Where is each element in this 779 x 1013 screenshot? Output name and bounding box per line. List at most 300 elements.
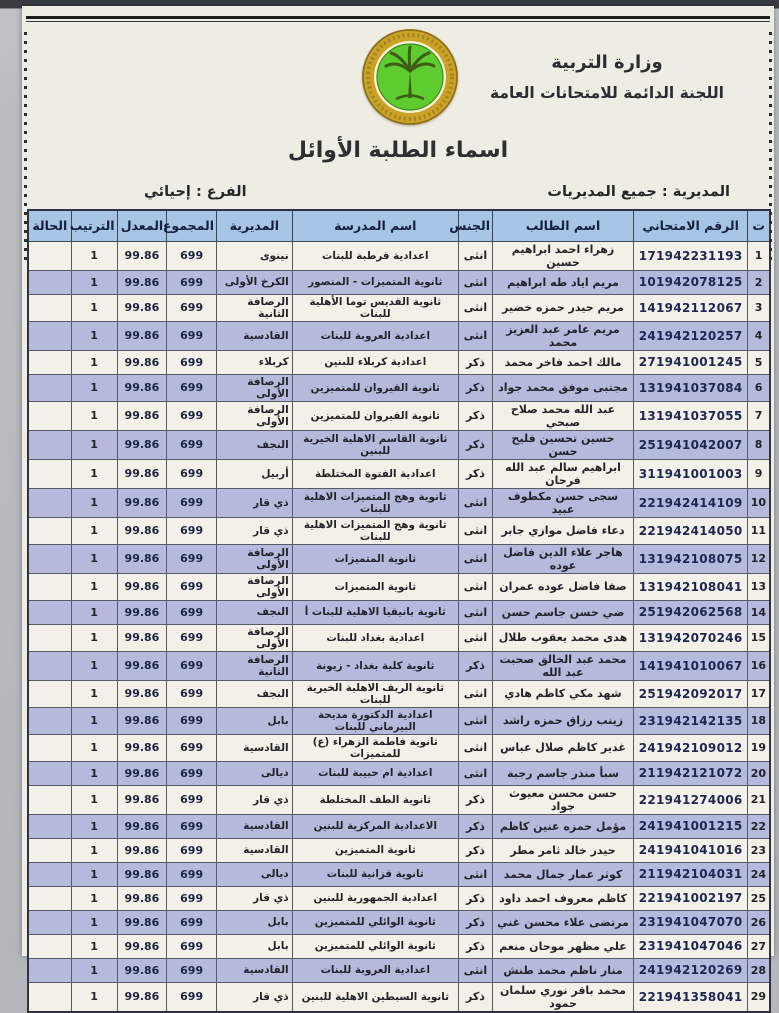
cell-student-name: منار ناظم محمد طنش bbox=[493, 958, 634, 982]
cell-school-name: ثانوية المتميزات - المنصور bbox=[292, 270, 458, 294]
cell-student-name: مالك احمد فاخر محمد bbox=[493, 350, 634, 374]
cell-student-name: حسين تحسين فليح حسن bbox=[493, 430, 634, 459]
cell-exam-number: 311941001003 bbox=[633, 459, 747, 488]
cell-exam-number: 211942104031 bbox=[633, 862, 747, 886]
table-row bbox=[28, 294, 770, 321]
cell-seq: 21 bbox=[748, 785, 770, 814]
cell-status bbox=[28, 544, 71, 573]
cell-school-name: اعدادية الفتوة المختلطة bbox=[292, 459, 458, 488]
cell-school-name: ثانوية الوائلي للمتميزين bbox=[292, 934, 458, 958]
cell-total: 699 bbox=[167, 624, 217, 651]
column-header-seq: ت bbox=[748, 210, 770, 241]
cell-seq: 16 bbox=[748, 651, 770, 680]
cell-exam-number: 221941358041 bbox=[633, 982, 747, 1012]
table-row bbox=[28, 862, 770, 886]
cell-average: 99.86 bbox=[117, 270, 167, 294]
cell-status bbox=[28, 624, 71, 651]
cell-exam-number: 221941002197 bbox=[633, 886, 747, 910]
cell-average: 99.86 bbox=[117, 459, 167, 488]
cell-gender: انثى bbox=[458, 270, 492, 294]
cell-school-name: اعدادية كربلاء للبنين bbox=[292, 350, 458, 374]
cell-gender: انثى bbox=[458, 544, 492, 573]
cell-gender: انثى bbox=[458, 600, 492, 624]
cell-status bbox=[28, 886, 71, 910]
column-header-gender: الجنس bbox=[458, 210, 492, 241]
cell-average: 99.86 bbox=[117, 910, 167, 934]
cell-school-name: ثانوية قزانية للبنات bbox=[292, 862, 458, 886]
cell-total: 699 bbox=[167, 459, 217, 488]
cell-gender: انثى bbox=[458, 862, 492, 886]
top-students-table bbox=[27, 209, 771, 1013]
column-header-rank: الترتيب bbox=[71, 210, 117, 241]
table-row bbox=[28, 374, 770, 401]
cell-student-name: هاجر علاء الدين فاضل عوده bbox=[493, 544, 634, 573]
cell-student-name: سجى حسن مكطوف عبيد bbox=[493, 488, 634, 517]
cell-directorate: بابل bbox=[217, 934, 293, 958]
cell-status bbox=[28, 350, 71, 374]
cell-seq: 12 bbox=[748, 544, 770, 573]
cell-seq: 3 bbox=[748, 294, 770, 321]
ministry-name: وزارة التربية bbox=[551, 52, 663, 73]
cell-school-name: ثانوية فاطمة الزهراء (ع) للمتميزات bbox=[292, 734, 458, 761]
cell-exam-number: 271941001245 bbox=[633, 350, 747, 374]
cell-school-name: اعدادية العروبة للبنات bbox=[292, 958, 458, 982]
table-body bbox=[28, 241, 770, 1012]
cell-gender: ذكر bbox=[458, 430, 492, 459]
cell-total: 699 bbox=[167, 544, 217, 573]
table-row bbox=[28, 573, 770, 600]
cell-directorate: ذي قار bbox=[217, 785, 293, 814]
cell-directorate: القادسية bbox=[217, 814, 293, 838]
cell-status bbox=[28, 761, 71, 785]
cell-rank: 1 bbox=[71, 934, 117, 958]
cell-status bbox=[28, 321, 71, 350]
cell-seq: 25 bbox=[748, 886, 770, 910]
column-header-directorate: المديرية bbox=[217, 210, 293, 241]
cell-school-name: ثانوية كلية بغداد - زيونة bbox=[292, 651, 458, 680]
cell-rank: 1 bbox=[71, 517, 117, 544]
table-row bbox=[28, 488, 770, 517]
cell-seq: 5 bbox=[748, 350, 770, 374]
cell-exam-number: 131942108041 bbox=[633, 573, 747, 600]
cell-gender: ذكر bbox=[458, 838, 492, 862]
cell-directorate: القادسية bbox=[217, 838, 293, 862]
cell-rank: 1 bbox=[71, 707, 117, 734]
cell-total: 699 bbox=[167, 573, 217, 600]
cell-directorate: الكرخ الأولى bbox=[217, 270, 293, 294]
cell-rank: 1 bbox=[71, 544, 117, 573]
cell-exam-number: 131941037084 bbox=[633, 374, 747, 401]
cell-status bbox=[28, 934, 71, 958]
cell-student-name: مريم حيدر حمزه خضير bbox=[493, 294, 634, 321]
cell-directorate: النجف bbox=[217, 680, 293, 707]
cell-school-name: ثانوية وهج المتميزات الاهلية للبنات bbox=[292, 517, 458, 544]
table-header bbox=[28, 210, 770, 241]
cell-gender: انثى bbox=[458, 488, 492, 517]
cell-directorate: بابل bbox=[217, 707, 293, 734]
cell-school-name: اعدادية الجمهورية للبنين bbox=[292, 886, 458, 910]
cell-directorate: الرصافة الأولى bbox=[217, 374, 293, 401]
cell-seq: 19 bbox=[748, 734, 770, 761]
cell-school-name: ثانوية المتميزات bbox=[292, 544, 458, 573]
cell-total: 699 bbox=[167, 734, 217, 761]
cell-school-name: ثانوية الوائلي للمتميزين bbox=[292, 910, 458, 934]
cell-status bbox=[28, 982, 71, 1012]
cell-student-name: محمد عبد الخالق صحبت عبد الله bbox=[493, 651, 634, 680]
cell-gender: انثى bbox=[458, 241, 492, 270]
cell-status bbox=[28, 680, 71, 707]
cell-total: 699 bbox=[167, 488, 217, 517]
meta-row bbox=[22, 184, 774, 200]
cell-rank: 1 bbox=[71, 488, 117, 517]
table-row bbox=[28, 910, 770, 934]
cell-gender: انثى bbox=[458, 761, 492, 785]
cell-school-name: ثانوية القيروان للمتميزين bbox=[292, 374, 458, 401]
cell-student-name: دعاء فاضل موازي جابر bbox=[493, 517, 634, 544]
cell-student-name: زهراء احمد ابراهيم حسين bbox=[493, 241, 634, 270]
cell-exam-number: 241942120257 bbox=[633, 321, 747, 350]
table-row bbox=[28, 321, 770, 350]
cell-average: 99.86 bbox=[117, 651, 167, 680]
cell-average: 99.86 bbox=[117, 785, 167, 814]
cell-rank: 1 bbox=[71, 958, 117, 982]
cell-rank: 1 bbox=[71, 374, 117, 401]
cell-status bbox=[28, 707, 71, 734]
cell-student-name: مرتضى علاء محسن غني bbox=[493, 910, 634, 934]
cell-rank: 1 bbox=[71, 321, 117, 350]
cell-total: 699 bbox=[167, 982, 217, 1012]
cell-gender: ذكر bbox=[458, 814, 492, 838]
cell-seq: 29 bbox=[748, 982, 770, 1012]
cell-seq: 6 bbox=[748, 374, 770, 401]
cell-rank: 1 bbox=[71, 430, 117, 459]
cell-status bbox=[28, 958, 71, 982]
cell-total: 699 bbox=[167, 785, 217, 814]
cell-status bbox=[28, 270, 71, 294]
cell-rank: 1 bbox=[71, 651, 117, 680]
cell-gender: ذكر bbox=[458, 459, 492, 488]
column-header-status: الحالة bbox=[28, 210, 71, 241]
cell-rank: 1 bbox=[71, 838, 117, 862]
cell-seq: 15 bbox=[748, 624, 770, 651]
cell-directorate: ذي قار bbox=[217, 488, 293, 517]
cell-directorate: الرصافة الأولى bbox=[217, 624, 293, 651]
cell-school-name: ثانوية وهج المتميزات الاهلية للبنات bbox=[292, 488, 458, 517]
cell-exam-number: 231941047046 bbox=[633, 934, 747, 958]
cell-school-name: اعدادية قرطبة للبنات bbox=[292, 241, 458, 270]
cell-seq: 1 bbox=[748, 241, 770, 270]
cell-school-name: ثانوية القاسم الاهلية الخيرية للبنين bbox=[292, 430, 458, 459]
column-header-exam-number: الرقم الامتحاني bbox=[633, 210, 747, 241]
table-row bbox=[28, 707, 770, 734]
table-row bbox=[28, 544, 770, 573]
cell-seq: 17 bbox=[748, 680, 770, 707]
cell-student-name: محمد باقر نوري سلمان حمود bbox=[493, 982, 634, 1012]
cell-directorate: ذي قار bbox=[217, 517, 293, 544]
cell-directorate: ذي قار bbox=[217, 982, 293, 1012]
cell-total: 699 bbox=[167, 934, 217, 958]
cell-exam-number: 141941010067 bbox=[633, 651, 747, 680]
cell-rank: 1 bbox=[71, 573, 117, 600]
cell-total: 699 bbox=[167, 838, 217, 862]
cell-average: 99.86 bbox=[117, 934, 167, 958]
cell-total: 699 bbox=[167, 270, 217, 294]
cell-student-name: مريم عامر عبد العزيز محمد bbox=[493, 321, 634, 350]
cell-directorate: النجف bbox=[217, 430, 293, 459]
cell-school-name: ثانوية المتميزات bbox=[292, 573, 458, 600]
cell-average: 99.86 bbox=[117, 350, 167, 374]
cell-rank: 1 bbox=[71, 600, 117, 624]
table-header-row bbox=[28, 210, 770, 241]
cell-rank: 1 bbox=[71, 814, 117, 838]
cell-student-name: كاظم معروف احمد داود bbox=[493, 886, 634, 910]
cell-school-name: ثانوية السبطين الاهلية للبنين bbox=[292, 982, 458, 1012]
cell-seq: 20 bbox=[748, 761, 770, 785]
cell-gender: انثى bbox=[458, 624, 492, 651]
cell-rank: 1 bbox=[71, 910, 117, 934]
table-row bbox=[28, 886, 770, 910]
cell-exam-number: 251941042007 bbox=[633, 430, 747, 459]
cell-average: 99.86 bbox=[117, 814, 167, 838]
committee-name: اللجنة الدائمة للامتحانات العامة bbox=[490, 84, 724, 102]
cell-school-name: ثانوية القديس توما الأهلية للبنات bbox=[292, 294, 458, 321]
cell-student-name: هدى محمد يعقوب طلال bbox=[493, 624, 634, 651]
cell-directorate: الرصافة الثانية bbox=[217, 651, 293, 680]
cell-rank: 1 bbox=[71, 401, 117, 430]
cell-total: 699 bbox=[167, 814, 217, 838]
cell-school-name: ثانوية بانيقيا الاهلية للبنات أ bbox=[292, 600, 458, 624]
cell-total: 699 bbox=[167, 761, 217, 785]
table-row bbox=[28, 934, 770, 958]
cell-exam-number: 251942062568 bbox=[633, 600, 747, 624]
cell-student-name: شهد مكي كاظم هادي bbox=[493, 680, 634, 707]
table-row bbox=[28, 600, 770, 624]
cell-exam-number: 231942142135 bbox=[633, 707, 747, 734]
cell-total: 699 bbox=[167, 680, 217, 707]
cell-status bbox=[28, 374, 71, 401]
table-row bbox=[28, 517, 770, 544]
cell-seq: 10 bbox=[748, 488, 770, 517]
page-title: اسماء الطلبة الأوائل bbox=[287, 138, 509, 163]
cell-total: 699 bbox=[167, 862, 217, 886]
cell-school-name: اعدادية الدكتورة مديحة البيرماني للبنات bbox=[292, 707, 458, 734]
cell-gender: انثى bbox=[458, 573, 492, 600]
cell-student-name: ابراهيم سالم عبد الله فرحان bbox=[493, 459, 634, 488]
cell-average: 99.86 bbox=[117, 544, 167, 573]
cell-rank: 1 bbox=[71, 350, 117, 374]
cell-total: 699 bbox=[167, 651, 217, 680]
cell-exam-number: 251942092017 bbox=[633, 680, 747, 707]
cell-student-name: زينب رزاق حمزه راشد bbox=[493, 707, 634, 734]
cell-average: 99.86 bbox=[117, 734, 167, 761]
directorate-label: المديرية : جميع المديريات bbox=[547, 184, 730, 200]
cell-seq: 22 bbox=[748, 814, 770, 838]
cell-directorate: ديالى bbox=[217, 761, 293, 785]
table-row bbox=[28, 680, 770, 707]
cell-seq: 18 bbox=[748, 707, 770, 734]
cell-gender: ذكر bbox=[458, 910, 492, 934]
cell-status bbox=[28, 573, 71, 600]
cell-gender: انثى bbox=[458, 707, 492, 734]
cell-seq: 13 bbox=[748, 573, 770, 600]
cell-seq: 7 bbox=[748, 401, 770, 430]
cell-seq: 26 bbox=[748, 910, 770, 934]
column-header-average: المعدل bbox=[117, 210, 167, 241]
cell-exam-number: 231941047070 bbox=[633, 910, 747, 934]
cell-status bbox=[28, 488, 71, 517]
cell-exam-number: 241941001215 bbox=[633, 814, 747, 838]
cell-student-name: مؤمل حمزه عنين كاظم bbox=[493, 814, 634, 838]
cell-average: 99.86 bbox=[117, 838, 167, 862]
cell-rank: 1 bbox=[71, 886, 117, 910]
cell-rank: 1 bbox=[71, 459, 117, 488]
cell-average: 99.86 bbox=[117, 488, 167, 517]
cell-average: 99.86 bbox=[117, 707, 167, 734]
cell-total: 699 bbox=[167, 707, 217, 734]
cell-directorate: القادسية bbox=[217, 958, 293, 982]
table-row bbox=[28, 459, 770, 488]
column-header-school-name: اسم المدرسة bbox=[292, 210, 458, 241]
cell-average: 99.86 bbox=[117, 982, 167, 1012]
cell-rank: 1 bbox=[71, 982, 117, 1012]
cell-school-name: اعدادية العروبة للبنات bbox=[292, 321, 458, 350]
cell-gender: ذكر bbox=[458, 401, 492, 430]
cell-rank: 1 bbox=[71, 624, 117, 651]
cell-status bbox=[28, 651, 71, 680]
table-row bbox=[28, 838, 770, 862]
cell-student-name: مريم اياد طه ابراهيم bbox=[493, 270, 634, 294]
cell-status bbox=[28, 430, 71, 459]
cell-student-name: كوثر عمار جمال محمد bbox=[493, 862, 634, 886]
cell-total: 699 bbox=[167, 430, 217, 459]
cell-rank: 1 bbox=[71, 761, 117, 785]
cell-gender: انثى bbox=[458, 958, 492, 982]
table-row bbox=[28, 624, 770, 651]
cell-rank: 1 bbox=[71, 680, 117, 707]
ministry-text-block bbox=[490, 52, 724, 102]
cell-gender: انثى bbox=[458, 517, 492, 544]
column-header-total: المجموع bbox=[167, 210, 217, 241]
table-row bbox=[28, 241, 770, 270]
cell-total: 699 bbox=[167, 517, 217, 544]
cell-student-name: غدير كاظم صلال عباس bbox=[493, 734, 634, 761]
cell-gender: ذكر bbox=[458, 982, 492, 1012]
table-row bbox=[28, 785, 770, 814]
cell-total: 699 bbox=[167, 910, 217, 934]
cell-school-name: ثانوية القيروان للمتميزين bbox=[292, 401, 458, 430]
cell-gender: ذكر bbox=[458, 350, 492, 374]
table-row bbox=[28, 401, 770, 430]
cell-directorate: الرصافة الأولى bbox=[217, 544, 293, 573]
cell-total: 699 bbox=[167, 600, 217, 624]
cell-gender: انثى bbox=[458, 680, 492, 707]
cell-directorate: ذي قار bbox=[217, 886, 293, 910]
cell-status bbox=[28, 294, 71, 321]
cell-gender: ذكر bbox=[458, 374, 492, 401]
cell-seq: 27 bbox=[748, 934, 770, 958]
cell-status bbox=[28, 241, 71, 270]
cell-total: 699 bbox=[167, 374, 217, 401]
cell-average: 99.86 bbox=[117, 321, 167, 350]
cell-total: 699 bbox=[167, 958, 217, 982]
cell-exam-number: 221942414109 bbox=[633, 488, 747, 517]
cell-directorate: بابل bbox=[217, 910, 293, 934]
cell-rank: 1 bbox=[71, 734, 117, 761]
cell-gender: ذكر bbox=[458, 886, 492, 910]
cell-school-name: اعدادية ام حبيبة للبنات bbox=[292, 761, 458, 785]
cell-student-name: حيدر خالد ثامر مطر bbox=[493, 838, 634, 862]
cell-status bbox=[28, 910, 71, 934]
cell-total: 699 bbox=[167, 886, 217, 910]
cell-exam-number: 131942108075 bbox=[633, 544, 747, 573]
cell-status bbox=[28, 600, 71, 624]
cell-total: 699 bbox=[167, 401, 217, 430]
cell-total: 699 bbox=[167, 321, 217, 350]
cell-rank: 1 bbox=[71, 294, 117, 321]
cell-seq: 11 bbox=[748, 517, 770, 544]
cell-average: 99.86 bbox=[117, 241, 167, 270]
cell-directorate: الرصافة الأولى bbox=[217, 401, 293, 430]
cell-seq: 23 bbox=[748, 838, 770, 862]
cell-status bbox=[28, 862, 71, 886]
cell-exam-number: 221941274006 bbox=[633, 785, 747, 814]
table-row bbox=[28, 350, 770, 374]
table-row bbox=[28, 958, 770, 982]
cell-seq: 9 bbox=[748, 459, 770, 488]
cell-exam-number: 141942112067 bbox=[633, 294, 747, 321]
cell-seq: 24 bbox=[748, 862, 770, 886]
cell-directorate: القادسية bbox=[217, 321, 293, 350]
cell-exam-number: 101942078125 bbox=[633, 270, 747, 294]
cell-seq: 14 bbox=[748, 600, 770, 624]
cell-seq: 8 bbox=[748, 430, 770, 459]
cell-exam-number: 241942120269 bbox=[633, 958, 747, 982]
cell-status bbox=[28, 401, 71, 430]
cell-student-name: علي مظهر موحان منعم bbox=[493, 934, 634, 958]
cell-gender: انثى bbox=[458, 321, 492, 350]
cell-directorate: النجف bbox=[217, 600, 293, 624]
branch-label: الفرع : إحيائي bbox=[144, 184, 247, 200]
document-header bbox=[22, 22, 774, 124]
cell-directorate: كربلاء bbox=[217, 350, 293, 374]
cell-average: 99.86 bbox=[117, 294, 167, 321]
cell-rank: 1 bbox=[71, 270, 117, 294]
cell-school-name: الاعدادية المركزية للبنين bbox=[292, 814, 458, 838]
cell-average: 99.86 bbox=[117, 430, 167, 459]
cell-directorate: ديالى bbox=[217, 862, 293, 886]
cell-status bbox=[28, 814, 71, 838]
cell-student-name: سبأ منذر جاسم رجبة bbox=[493, 761, 634, 785]
cell-gender: ذكر bbox=[458, 785, 492, 814]
cell-seq: 2 bbox=[748, 270, 770, 294]
table-row bbox=[28, 814, 770, 838]
cell-average: 99.86 bbox=[117, 680, 167, 707]
cell-average: 99.86 bbox=[117, 600, 167, 624]
cell-school-name: ثانوية الطف المختلطة bbox=[292, 785, 458, 814]
cell-total: 699 bbox=[167, 350, 217, 374]
cell-school-name: اعدادية بغداد للبنات bbox=[292, 624, 458, 651]
cell-exam-number: 241942109012 bbox=[633, 734, 747, 761]
top-border-rule bbox=[26, 16, 770, 19]
cell-gender: انثى bbox=[458, 294, 492, 321]
cell-status bbox=[28, 734, 71, 761]
document-sheet bbox=[22, 6, 774, 1010]
cell-directorate: القادسية bbox=[217, 734, 293, 761]
cell-directorate: أربيل bbox=[217, 459, 293, 488]
ministry-emblem-icon bbox=[360, 27, 460, 127]
cell-gender: ذكر bbox=[458, 651, 492, 680]
cell-directorate: الرصافة الأولى bbox=[217, 573, 293, 600]
